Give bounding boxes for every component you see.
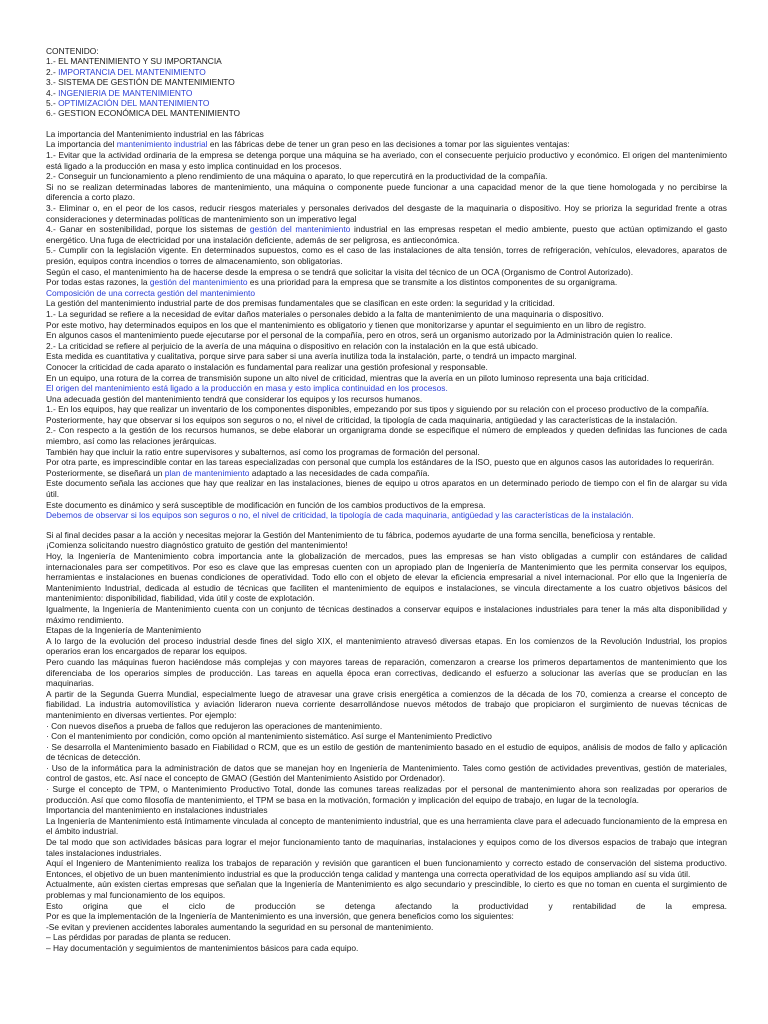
inline-link[interactable]: plan de mantenimiento xyxy=(164,467,250,478)
paragraph: También hay que incluir la ratio entre supervisores y subalternos, así como los programas de formación del personal. xyxy=(46,446,480,457)
paragraph: De tal modo que son actividades básicas para lograr el mejor funcionamiento tanto de maquinarias, instalaciones y equipos como de los diversos espacios de trabajo que integran tales instalaciones industriales. xyxy=(46,837,727,858)
toc-item xyxy=(46,108,727,118)
paragraph: Aquí el Ingeniero de Mantenimiento realiza los trabajos de reparación y revisión que garanticen el buen funcionamiento y correcto estado de conservación del sistema productivo. Entonces, el objetivo de un buen mantenimiento industrial es que la producción tenga calidad y mantenga una correcta operatividad de los equipos ampliando así su vida útil. xyxy=(46,858,727,879)
toc-item xyxy=(46,77,727,87)
paragraph: Esta medida es cuantitativa y cualitativa, porque sirve para saber si una avería inutiliza toda la instalación, parte, o tendrá un impacto marginal. xyxy=(46,351,577,362)
highlighted-link[interactable]: El origen del mantenimiento está ligado a la producción en masa y esto implica continuidad en los procesos. xyxy=(46,383,448,394)
toc-item xyxy=(46,67,727,77)
text-run: en las fábricas debe de tener un gran peso en las decisiones a tomar por las siguientes ventajas: xyxy=(207,139,570,150)
list-item: · Uso de la informática para la administración de datos que se manejan hoy en Ingeniería de Mantenimiento. Tales como gestión de actividades preventivas, gestión de materiales, control de gastos, etc. Así nace el concepto de GMAO (Gestión del Mantenimiento Asistido por Ordenador). xyxy=(46,762,727,784)
toc-item-label: GESTION ECONÓMICA DEL MANTENIMIENTO xyxy=(58,108,241,119)
toc-item-label: SISTEMA DE GESTIÓN DE MANTENIMIENTO xyxy=(58,77,235,88)
toc-item-number: 2.- xyxy=(46,66,59,77)
toc-item-link[interactable]: IMPORTANCIA DEL MANTENIMIENTO xyxy=(58,66,206,77)
paragraph: Conocer la criticidad de cada aparato o instalación es fundamental para realizar una gestión profesional y responsable. xyxy=(46,361,488,372)
paragraph: Actualmente, aún existen ciertas empresas que señalan que la Ingeniería de Mantenimiento es algo secundario y prescindible, lo cierto es que no toman en cuenta el surgimiento de problemas y mal funcionamiento de los equipos. xyxy=(46,879,727,900)
paragraph: Pero cuando las máquinas fueron haciéndose más complejas y con mayores tareas de reparación, comenzaron a crearse los primeros departamentos de mantenimiento que los diferenciaba de los operarios simples de producción. Las tareas en aquella época eran correctivas, dedicando el esfuerzo a solucionar las averías que se producían en las maquinarias. xyxy=(46,656,727,689)
paragraph: 1.- Evitar que la actividad ordinaria de la empresa se detenga porque una máquina se ha averiado, con el consecuente perjuicio productivo y económico. El origen del mantenimiento está ligado a la producción en masa y esto implica continuidad en los procesos. xyxy=(46,150,727,171)
paragraph: Esto origina que el ciclo de producción se detenga afectando la productividad y rentabilidad de la empresa. xyxy=(46,900,727,911)
paragraph: La gestión del mantenimiento industrial parte de dos premisas fundamentales que se clasifican en este orden: la seguridad y la criticidad. xyxy=(46,298,555,309)
paragraph: Por otra parte, es imprescindible contar en las tareas especializadas con personal que cumpla los estándares de la ISO, puesto que en algunos casos las autoridades lo requerirán. xyxy=(46,457,715,468)
paragraph: 1.- En los equipos, hay que realizar un inventario de los componentes disponibles, empezando por sus tipos y siguiendo por su relación con el proceso productivo de la compañía. xyxy=(46,404,709,415)
paragraph: Por es que la implementación de la Ingeniería de Mantenimiento es una inversión, que genera beneficios como los siguientes: xyxy=(46,911,514,922)
paragraph: 3.- Eliminar o, en el peor de los casos, reducir riesgos materiales y personales derivados del desgaste de la maquinaria o dispositivo. Hoy se prioriza la seguridad frente a otras consideraciones y determinadas políticas de mantenimiento son un imperativo legal xyxy=(46,203,727,224)
table-of-contents xyxy=(46,46,727,119)
section-title-link[interactable]: Composición de una correcta gestión del mantenimiento xyxy=(46,287,256,298)
toc-item xyxy=(46,56,727,66)
paragraph: Posteriormente, hay que observar si los equipos son seguros o no, el nivel de criticidad, la tipología de cada maquinaria, antigüedad y las características de la instalación. xyxy=(46,414,678,425)
paragraph: 2.- La criticidad se refiere al perjuicio de la avería de una máquina o dispositivo en relación con la instalación en la que está ubicado. xyxy=(46,340,539,351)
paragraph xyxy=(46,224,727,245)
toc-item-label: EL MANTENIMIENTO Y SU IMPORTANCIA xyxy=(58,56,222,67)
paragraph: La Ingeniería de Mantenimiento está íntimamente vinculada al concepto de mantenimiento industrial, que es una herramienta clave para el adecuado funcionamiento de la empresa en el ámbito industrial. xyxy=(46,815,727,837)
paragraph: En algunos casos el mantenimiento puede ejecutarse por el personal de la compañía, pero en otros, será un organismo autorizado por la Administración quien lo realice. xyxy=(46,330,673,341)
toc-item xyxy=(46,98,727,108)
list-item: · Con el mantenimiento por condición, como opción al mantenimiento sistemático. Así surge el Mantenimiento Predictivo xyxy=(46,731,492,742)
toc-item-number: 5.- xyxy=(46,98,59,109)
document-page xyxy=(46,46,727,954)
paragraph: Si no se realizan determinadas labores de mantenimiento, una máquina o componente puede funcionar a una capacidad menor de la que tiene homologada y no percibirse la diferencia a corto plazo. xyxy=(46,181,727,203)
inline-link[interactable]: gestión del mantenimiento xyxy=(249,224,351,235)
list-item: – Las pérdidas por paradas de planta se reducen. xyxy=(46,932,231,943)
text-run: es una prioridad para la empresa que se transmite a los distintos componentes de su organigrama. xyxy=(247,277,618,288)
toc-item-link[interactable]: INGENIERIA DE MANTENIMIENTO xyxy=(58,87,193,98)
paragraph: Este documento señala las acciones que hay que realizar en las instalaciones, bienes de equipo u otros aparatos en un determinado periodo de tiempo con el fin de alargar su vida útil. xyxy=(46,478,727,500)
paragraph: 2.- Con respecto a la gestión de los recursos humanos, se debe elaborar un organigrama donde se especifique el número de empleados y queden definidas las funciones de cada miembro, así como las relaciones jerárquicas. xyxy=(46,425,727,447)
paragraph: En un equipo, una rotura de la correa de transmisión supone un alto nivel de criticidad, mientras que la avería en un piloto luminoso representa una baja criticidad. xyxy=(46,372,649,383)
subheading: Etapas de la Ingeniería de Mantenimiento xyxy=(46,625,202,636)
text-run: Posteriormente, se diseñará un xyxy=(46,467,165,478)
list-item: · Con nuevos diseños a prueba de fallos que redujeron las operaciones de mantenimiento. xyxy=(46,720,383,731)
paragraph: A partir de la Segunda Guerra Mundial, especialmente luego de atravesar una grave crisis energética a comienzos de la década de los 70, comienza a crearse el concepto de fiabilidad. La industria automovilística y aviación lideraron nueva corriente desarrollándose nuevos métodos de trabajo que propiciaron el surgimiento de nuevas técnicas de mantenimiento en diversas vertientes. Por ejemplo: xyxy=(46,688,727,720)
toc-heading: CONTENIDO: xyxy=(46,46,99,56)
paragraph: Hoy, la Ingeniería de Mantenimiento cobra importancia ante la globalización de mercados, pues las empresas se han visto obligadas a cumplir con estándares de calidad internacionales para ser competitivos. Por eso es clave que las empresas cuenten con un apropiado plan de Ingeniería de Mantenimiento que les permita conservar los equipos, herramientas e instalaciones en buenas condiciones de operatividad. Todo ello con el objeto de elevar la eficiencia empresarial a nivel internacional. Por ello que la Ingeniería de Mantenimiento Industrial, dedicada al estudio de técnicas que faciliten el mantenimiento de equipos e instalaciones, se vincula directamente a los cuatro objetivos básicos del mantenimiento: disponibilidad, fiabilidad, vida útil y coste de explotación. xyxy=(46,551,727,604)
paragraph: Según el caso, el mantenimiento ha de hacerse desde la empresa o se tendrá que solicitar la visita del técnico de un OCA (Organismo de Control Autorizado). xyxy=(46,266,634,277)
list-item: -Se evitan y previenen accidentes laborales aumentando la seguridad en su personal de mantenimiento. xyxy=(46,921,434,932)
inline-link[interactable]: mantenimiento industrial xyxy=(116,139,208,150)
toc-item-number: 1.- xyxy=(46,56,59,67)
paragraph: ¡Comienza solicitando nuestro diagnóstico gratuito de gestión del mantenimiento! xyxy=(46,540,348,551)
section-importance xyxy=(46,129,727,288)
toc-item-number: 6.- xyxy=(46,108,59,119)
section-composition xyxy=(46,288,727,521)
text-run: 4.- Ganar en sostenibilidad, porque los sistemas de xyxy=(46,224,250,235)
toc-item-number: 4.- xyxy=(46,87,59,98)
paragraph: Una adecuada gestión del mantenimiento tendrá que considerar los equipos y los recursos humanos. xyxy=(46,393,423,404)
inline-link[interactable]: gestión del mantenimiento xyxy=(149,277,248,288)
paragraph: Si al final decides pasar a la acción y necesitas mejorar la Gestión del Mantenimiento de tu fábrica, podemos ayudarte de una forma sencilla, beneficiosa y rentable. xyxy=(46,529,656,540)
section-engineering xyxy=(46,530,727,954)
paragraph: Igualmente, la Ingeniería de Mantenimiento cuenta con un conjunto de técnicas destinados a conservar equipos e instalaciones industriales para tener la más alta disponibilidad y máximo rendimiento. xyxy=(46,603,727,625)
toc-item-number: 3.- xyxy=(46,77,59,88)
paragraph xyxy=(46,468,727,479)
text-run: industrial en las empresas respetan el medio ambiente, puesto que actúan optimizando el gasto energético. Una fuga de electricidad por una instalación deficiente, además de ser peligrosa, es antieconómica. xyxy=(46,224,727,245)
subheading: Importancia del mantenimiento en instalaciones industriales xyxy=(46,805,268,816)
paragraph: Este documento es dinámico y será susceptible de modificación en función de los cambios productivos de la empresa. xyxy=(46,499,486,510)
list-item: – Hay documentación y seguimientos de mantenimientos básicos para cada equipo. xyxy=(46,942,359,953)
paragraph: A lo largo de la evolución del proceso industrial desde fines del siglo XIX, el mantenimiento atravesó diversas etapas. En los comienzos de la Revolución Industrial, los propios operarios eran los encargados de reparar los equipos. xyxy=(46,635,727,657)
text-run: adaptado a las necesidades de cada compañía. xyxy=(249,467,430,478)
highlighted-link[interactable]: Debemos de observar si los equipos son seguros o no, el nivel de criticidad, la tipología de cada maquinaria, antigüedad y las características de la instalación. xyxy=(46,510,634,521)
paragraph xyxy=(46,139,727,150)
toc-item-link[interactable]: OPTIMIZACIÓN DEL MANTENIMIENTO xyxy=(58,98,210,109)
section-title: La importancia del Mantenimiento industrial en las fábricas xyxy=(46,128,264,139)
toc-item xyxy=(46,88,727,98)
paragraph: Por este motivo, hay determinados equipos en los que el mantenimiento es obligatorio y tienen que monitorizarse y apuntar el seguimiento en un libro de registro. xyxy=(46,319,647,330)
list-item: · Se desarrolla el Mantenimiento basado en Fiabilidad o RCM, que es un estilo de gestión de mantenimiento basado en el estudio de equipos, análisis de modos de fallo y aplicación de técnicas de detección. xyxy=(46,741,727,763)
text-run: La importancia del xyxy=(46,139,117,150)
paragraph xyxy=(46,277,727,288)
paragraph: 5.- Cumplir con la legislación vigente. En determinados supuestos, como es el caso de las instalaciones de alta tensión, torres de refrigeración, vehículos, elevadores, aparatos de presión, equipos contra incendios o torres de almacenamiento, son obligatorias. xyxy=(46,245,727,266)
list-item: · Surge el concepto de TPM, o Mantenimiento Productivo Total, donde las comunes tareas realizadas por el personal de mantenimiento ahora son realizadas por operarios de producción. Así que como filosofía de mantenimiento, el TPM se basa en la motivación, formación y implicación del equipo de trabajo, en lugar de la tecnología. xyxy=(46,784,727,805)
paragraph: 1.- La seguridad se refiere a la necesidad de evitar daños materiales o personales debido a la falta de mantenimiento de una maquinaria o dispositivo. xyxy=(46,308,604,319)
text-run: Por todas estas razones, la xyxy=(46,277,150,288)
paragraph: 2.- Conseguir un funcionamiento a pleno rendimiento de una máquina o aparato, lo que repercutirá en la productividad de la compañía. xyxy=(46,171,548,182)
